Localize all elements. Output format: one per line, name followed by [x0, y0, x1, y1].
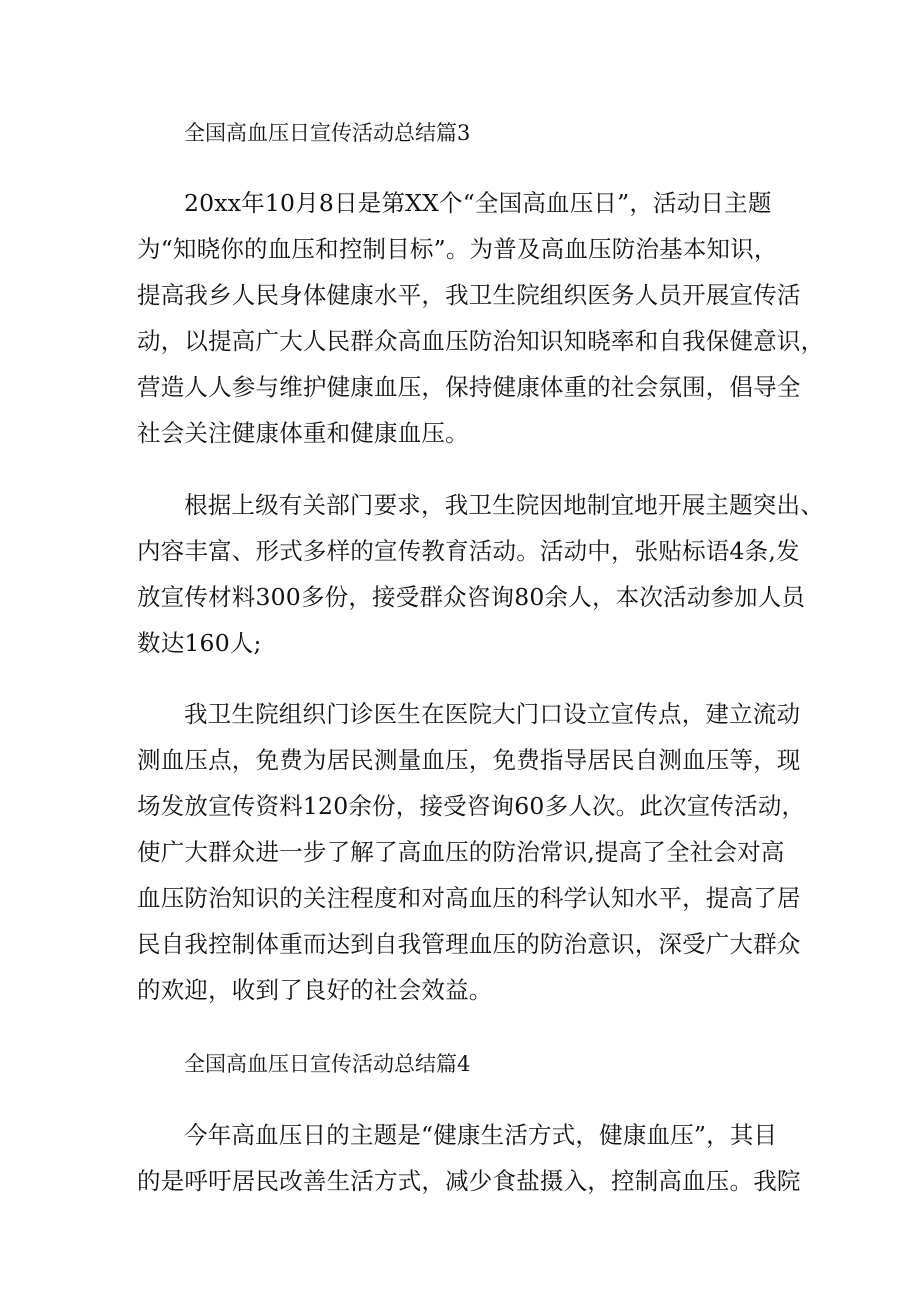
- paragraph-line: 使广大群众进一步了解了高血压的防治常识,提高了全社会对高: [137, 838, 785, 866]
- section-heading-4: 全国高血压日宣传活动总结篇4: [184, 1052, 471, 1076]
- section-heading-3: 全国高血压日宣传活动总结篇3: [184, 121, 471, 145]
- paragraph-line: 内容丰富、形式多样的宣传教育活动。活动中，张贴标语4条,发: [137, 537, 800, 565]
- paragraph-line: 根据上级有关部门要求，我卫生院因地制宜地开展主题突出、: [184, 491, 824, 519]
- paragraph-line: 今年高血压日的主题是“健康生活方式，健康血压”，其目: [184, 1121, 778, 1149]
- paragraph-line: 社会关注健康体重和健康血压。: [137, 419, 469, 447]
- paragraph-line: 民自我控制体重而达到自我管理血压的防治意识，深受广大群众: [137, 930, 801, 958]
- paragraph-line: 为“知晓你的血压和控制目标”。为普及高血压防治基本知识，: [137, 235, 778, 263]
- paragraph-line: 的欢迎，收到了良好的社会效益。: [137, 976, 493, 1004]
- paragraph-line: 提高我乡人民身体健康水平，我卫生院组织医务人员开展宣传活: [137, 281, 801, 309]
- paragraph-line: 放宣传材料300多份，接受群众咨询80余人，本次活动参加人员: [137, 583, 806, 611]
- paragraph-line: 场发放宣传资料120余份，接受咨询60多人次。此次宣传活动，: [137, 792, 806, 820]
- paragraph-line: 我卫生院组织门诊医生在医院大门口设立宣传点，建立流动: [184, 700, 801, 728]
- paragraph-line: 的是呼吁居民改善生活方式，减少食盐摄入，控制高血压。我院: [137, 1167, 801, 1195]
- paragraph-line: 测血压点，免费为居民测量血压，免费指导居民自测血压等，现: [137, 746, 801, 774]
- paragraph-line: 数达160人;: [137, 629, 262, 657]
- paragraph-line: 动，以提高广大人民群众高血压防治知识知晓率和自我保健意识，: [137, 327, 825, 355]
- paragraph-line: 营造人人参与维护健康血压，保持健康体重的社会氛围，倡导全: [137, 373, 801, 401]
- paragraph-line: 20xx年10月8日是第XX个“全国高血压日”，活动日主题: [184, 189, 772, 217]
- paragraph-line: 血压防治知识的关注程度和对高血压的科学认知水平，提高了居: [137, 884, 801, 912]
